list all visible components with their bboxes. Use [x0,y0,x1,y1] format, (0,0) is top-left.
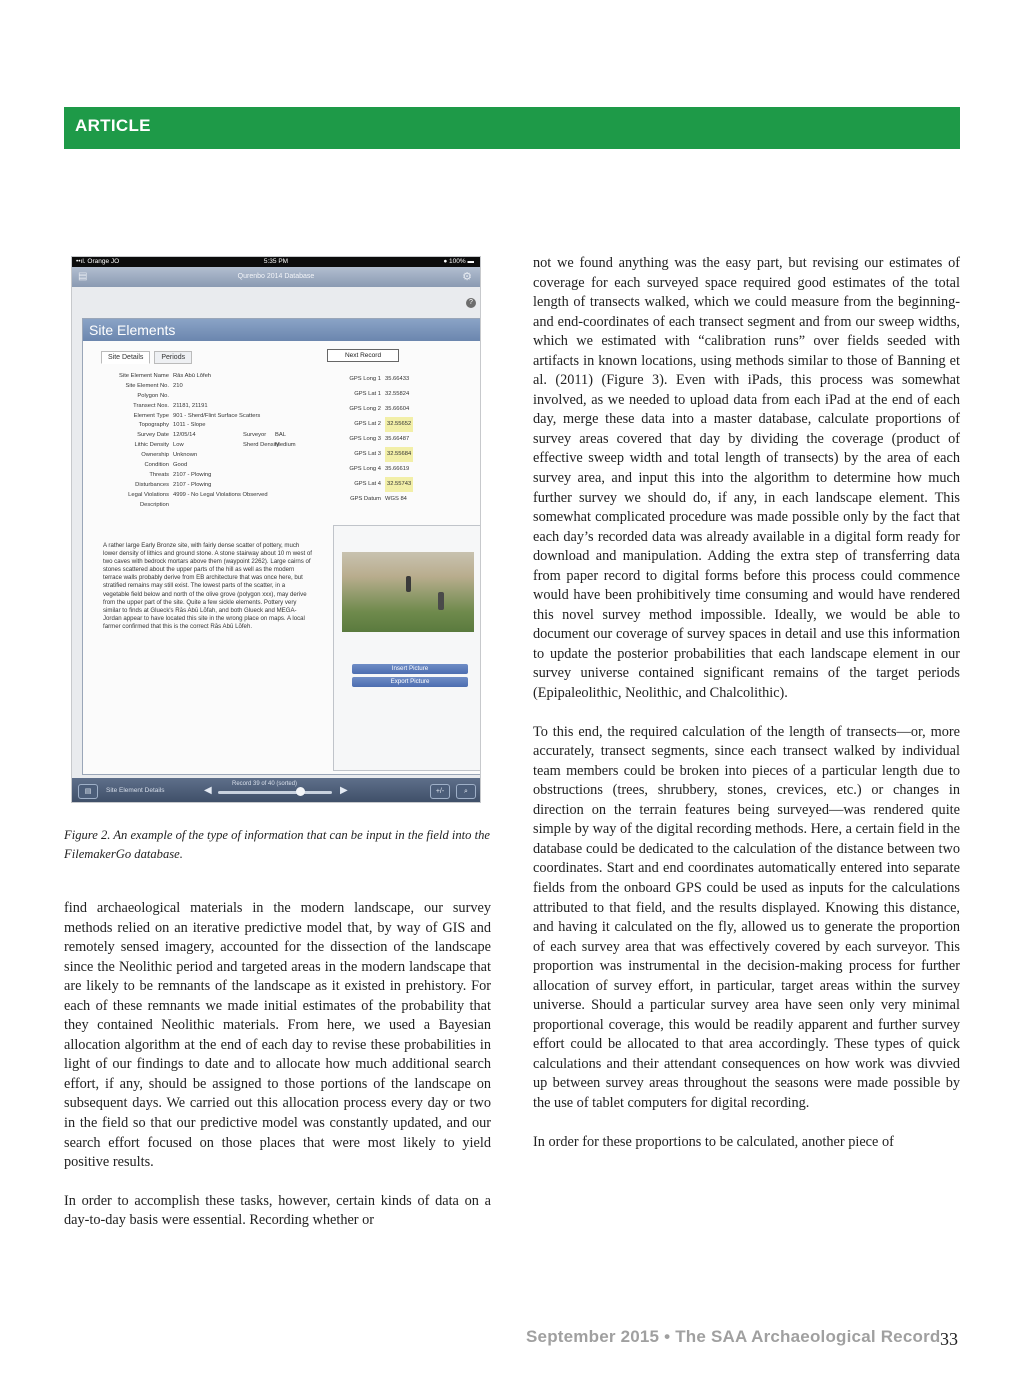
field-value[interactable]: 1011 - Slope [173,422,206,429]
field-value[interactable]: 21181, 21191 [173,402,208,409]
panel-title: Site Elements [89,322,176,338]
section-banner [64,107,960,149]
field-label: Topography [138,422,169,429]
status-battery: ● 100% ▬ [443,258,474,265]
field-label: Lithic Density [134,442,169,449]
surveyor-value[interactable]: BAL [275,432,286,439]
site-fields [83,372,323,510]
gps-value[interactable]: 32.55652 [385,417,413,432]
gps-value[interactable]: 32.55684 [385,447,413,462]
description-text[interactable]: A rather large Early Bronze site, with fairly dense scatter of pottery, much lower density of lithics and ground stone. A stone stairway about 10 m west of two caves with bedrock mortars above them (waypoint 2262). Large cairns of stones scattered about the upper parts of the hill as well as the modern terrace walls probably derive from EB architecture that was once here, but stratified remains may still exist. The lowest parts of the scatter, in a vegetable field below and north of the olive grove (polygon xxx), may derive from the upper part of the site. Quite a few sickle elements. Pottery very similar to finds at Glueck's Rās Abū Lŏfah, and both Glueck and MEGA-Jordan appear to have located this site in the wrong place on maps. A local farmer confirmed that this is the correct Rās Abū Lŏfeh. [103,542,312,630]
tab-bar [101,351,194,364]
field-label: Ownership [141,452,169,459]
field-row [83,421,323,431]
gps-label: GPS Lat 3 [354,451,381,457]
find-icon[interactable]: ⌕ [456,784,476,799]
export-picture-button[interactable]: Export Picture [352,677,468,687]
gps-label: GPS Lat 1 [354,391,381,397]
gps-row [335,492,475,507]
field-value[interactable]: Low [173,442,184,449]
previous-record-icon[interactable]: ◀ [204,785,212,796]
gps-row [335,387,475,402]
gps-value[interactable]: 35.66487 [385,436,410,442]
gps-row [335,462,475,477]
database-title: Qurenbo 2014 Database [237,273,315,280]
field-value[interactable]: 4999 - No Legal Violations Observed [173,491,268,498]
gps-label: GPS Lat 4 [354,481,381,487]
app-nav-bar [72,267,480,287]
sherd-density-value[interactable]: Medium [275,442,296,449]
gps-label: GPS Long 1 [349,376,381,382]
layout-name[interactable]: Site Element Details [106,787,165,794]
field-label: Disturbances [135,481,169,488]
gps-value[interactable]: 35.66433 [385,376,410,382]
field-row [83,412,323,422]
gps-value[interactable]: 32.55743 [385,477,413,492]
status-time: 5:35 PM [263,258,289,265]
record-counter: Record 39 of 40 (sorted) [232,781,298,787]
paragraph: not we found anything was the easy part, but revising our estimates of coverage for each surveyed space required good estimates of the total length of transects walked, which we could measure from the beginning- and end-coordinates of each transect segment and from our sweep widths, which we estimated with “calibration runs” over fields seeded with artifacts in known locations, using methods similar to those of Banning et al. (2011) (Figure 3). Even with iPads, this process was somewhat involved, as we needed to upload data from each iPad at the end of each day, merge these data into a master database, calculate proportions of survey areas covered that day by dividing the coverage (product of effective sweep width and total length of transects) by the area of each survey area, and input this into the algorithm to determine how much further survey we should do, if any, in each landscape element. This somewhat complicated procedure was made possible only by the fact that each day’s recorded data was already available in a digital form ready for download and manipulation. Adding the extra step of transferring data from paper record to digital forms before this process could commence would have been prohibitively time consuming and would have rendered this novel survey method impossible. Ideally, we would be able to document our coverage of survey spaces in detail and use this information to update the posterior probabilities that each landscape element in our survey universe contained significant remains of the target periods (Epipaleolithic, Neolithic, and Chalcolithic). [533,255,960,702]
field-row [83,491,323,501]
field-row [83,431,323,441]
gps-value[interactable]: 32.55824 [385,391,410,397]
field-label: Transect Nos. [133,402,169,409]
field-label: Threats [149,471,169,478]
record-slider[interactable] [218,791,332,794]
status-bar [72,257,480,267]
paragraph: find archaeological materials in the modern landscape, our survey methods relied on an iterative predictive model that, by way of GIS and remotely sensed imagery, accounted for the dissection of the landscape since the Neolithic period and targeted areas in the modern landscape that are likely to be remnants of the landscape as it existed in prehistory. For each of these remnants we made initial estimates of the probability that they contained Neolithic materials. From here, we used a Bayesian allocation algorithm at the end of each day to revise these probabilities in light of our findings to date and to allocate how much additional search effort, if any, should be assigned to those portions of the landscape on subsequent days. We carried out this allocation process every day or two in the field so that our predictive model was constantly updated, and our search effort focused on those places that were most likely to yield positive results. [64,900,491,1171]
gps-row [335,417,475,432]
next-record-icon[interactable]: ▶ [340,785,348,796]
field-row [83,481,323,491]
paragraph: In order to accomplish these tasks, however, certain kinds of data on a day-to-day basis were essential. Recording whether or [64,1192,491,1229]
field-label: Site Element No. [125,382,169,389]
panel-header [83,319,481,341]
gear-icon[interactable]: ⚙ [462,271,472,283]
section-label: ARTICLE [75,116,151,135]
field-row [83,441,323,451]
gps-label: GPS Lat 2 [354,421,381,427]
paragraph: In order for these proportions to be calculated, another piece of [533,1133,894,1150]
record-slider-handle[interactable] [296,787,305,796]
gps-label: GPS Long 4 [349,466,381,472]
journal-footer: September 2015 • The SAA Archaeological Record [526,1327,941,1346]
bottom-toolbar [72,778,480,803]
field-value[interactable]: 901 - Sherd/Flint Surface Scatters [173,412,261,419]
plus-minus-icon[interactable]: +/- [430,784,450,799]
field-value[interactable]: 12/05/14 [173,432,196,439]
field-row [83,382,323,392]
gps-value[interactable]: 35.66619 [385,466,410,472]
gps-row [335,447,475,462]
sherd-density-label: Sherd Density [243,442,280,449]
surveyor-label: Surveyor [243,432,267,439]
gps-label: GPS Long 2 [349,406,381,412]
figure-screenshot [71,256,481,803]
right-column [533,254,960,1171]
next-record-button[interactable]: Next Record [327,349,399,362]
field-label: Site Element Name [119,373,169,379]
gps-value[interactable]: 35.66604 [385,406,410,412]
gps-label: GPS Datum [350,496,381,502]
field-row [83,501,323,511]
left-column [64,899,491,1250]
gps-value[interactable]: WGS 84 [385,496,407,502]
status-carrier: ••ıl. Orange JO [76,258,120,265]
site-photo [342,552,474,632]
gps-row [335,372,475,387]
site-elements-panel [82,318,481,775]
field-row [83,402,323,412]
layouts-icon[interactable]: ▤ [78,271,88,282]
gps-label: GPS Long 3 [349,436,381,442]
tab-site-details[interactable]: Site Details [101,351,150,364]
field-label: Legal Violations [128,491,169,498]
field-row [83,451,323,461]
gps-fields [335,372,475,507]
photo-person [406,576,411,592]
photo-person [438,592,444,610]
gps-row [335,477,475,492]
help-icon[interactable]: ? [466,298,476,308]
gps-row [335,432,475,447]
paragraph: To this end, the required calculation of the length of transects—or, more accurately, transect segments, since each transect walked by individual team members could be broken into pieces of a particular length due to obstructions (trees, shrubbery, stones, crevices, etc.) or changes in direction on the terrain features being surveyed—was rendered quite simple by way of the digital recording methods. Here, a certain field in the database could be dedicated to the calculation of the distance between two coordinates. Start and end coordinates automatically entered into separate fields from the onboard GPS could be used as inputs for the calculations attributed to that field, and the results displayed. Knowing this distance, and having it calculated on the fly, allowed us to generate the proportion of each survey area that was effectively covered by each surveyor. This proportion was instrumental in the decision-making process for further allocation of survey effort, in particular, target areas within the survey universe. Should a particular survey area have seen only very minimal proportional coverage, this would be readily apparent and further survey effort could be allocated to that area accordingly. These types of quick calculations and their attendant consequences on how work was divvied up between survey areas throughout the seasons were made possible by the use of tablet computers for digital recording. [533,723,960,1111]
field-row [83,471,323,481]
field-row [83,461,323,471]
field-value[interactable]: 210 [173,382,183,389]
field-label: Condition [144,462,169,469]
field-label: Element Type [133,412,169,419]
tab-periods[interactable]: Periods [154,351,192,364]
field-label: Polygon No. [137,392,169,399]
field-value[interactable]: 2107 - Plowing [173,481,212,488]
field-row [83,372,323,382]
field-label: Description [140,501,169,508]
field-value[interactable]: Unknown [173,452,198,459]
layouts-icon[interactable]: ▤ [78,784,98,799]
field-row [83,392,323,402]
picture-container [333,525,481,771]
field-value[interactable]: Good [173,462,188,469]
field-value[interactable]: Rās Abū Lŏfeh [173,373,212,379]
page-number: 33 [940,1329,958,1349]
insert-picture-button[interactable]: Insert Picture [352,664,468,674]
field-value[interactable]: 2107 - Plowing [173,471,212,478]
gps-row [335,402,475,417]
figure-caption: Figure 2. An example of the type of information that can be input in the field into the FilemakerGo database. [64,828,491,861]
field-label: Survey Date [137,432,169,439]
